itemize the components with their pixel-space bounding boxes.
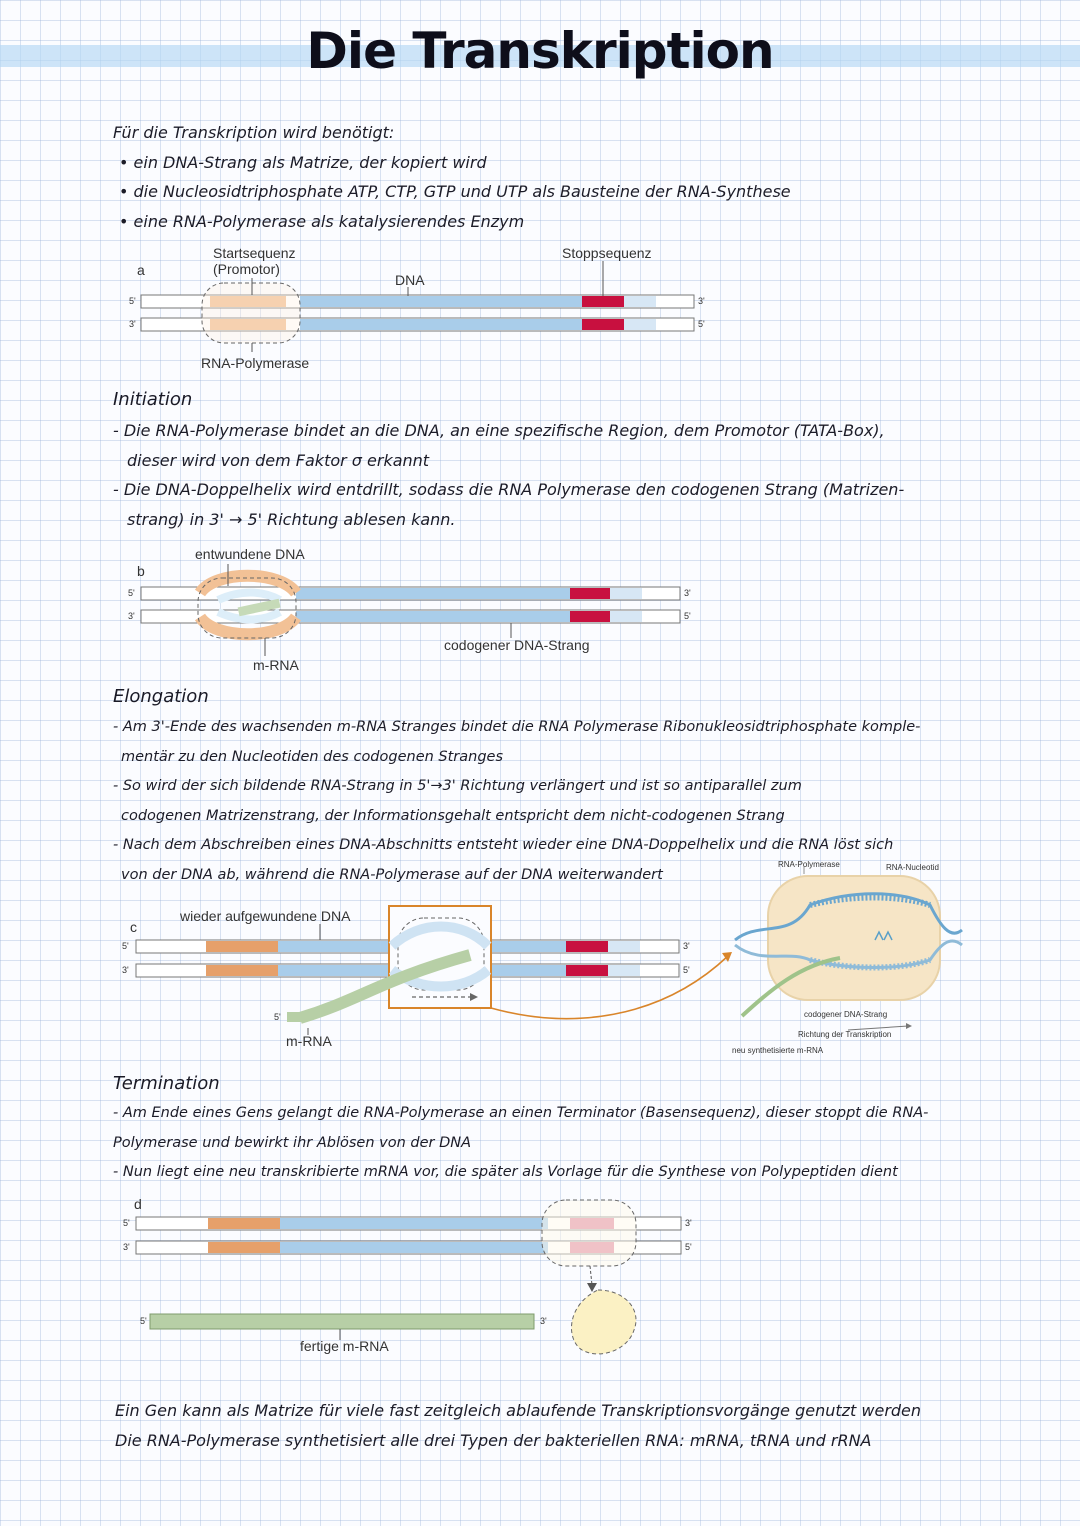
strand-end-label: 5' xyxy=(123,1218,130,1228)
detail-codogenic-label: codogener DNA-Strang xyxy=(804,1010,888,1019)
zoom-arrow xyxy=(491,956,728,1019)
text-line: codogenen Matrizenstrang, der Informationsgehalt entspricht dem nicht-codogenen Strang xyxy=(121,807,785,824)
text-line: von der DNA ab, während die RNA-Polymerase auf der DNA weiterwandert xyxy=(121,866,663,883)
intro-section xyxy=(113,118,791,236)
termination-text xyxy=(113,1099,928,1188)
promoter-label: (Promotor) xyxy=(213,261,280,277)
mrna-label: m-RNA xyxy=(253,657,299,673)
released-polymerase xyxy=(571,1290,635,1354)
promoter-region xyxy=(210,296,286,307)
dna-strand-top xyxy=(141,295,694,308)
mrna-segment xyxy=(238,599,281,617)
strand-end-label: 5' xyxy=(129,296,136,306)
strand-end-label: 5' xyxy=(685,1242,692,1252)
text-line: Polymerase und bewirkt ihr Ablösen von der DNA xyxy=(113,1134,472,1151)
detail-polymerase-label: RNA-Polymerase xyxy=(778,860,840,869)
final-mrna-strand xyxy=(150,1314,534,1329)
stop-sequence-label: Stoppsequenz xyxy=(562,245,652,261)
text-line: mentär zu den Nucleotiden des codogenen Stranges xyxy=(121,748,504,765)
strand-end-label: 3' xyxy=(683,941,690,951)
start-sequence-label: Startsequenz xyxy=(213,245,296,261)
detail-direction-label: Richtung der Transkription xyxy=(798,1030,892,1039)
initiation-heading: Initiation xyxy=(113,389,193,410)
dna-gene-region xyxy=(300,296,582,307)
unwound-dna-label: entwundene DNA xyxy=(195,546,305,562)
termination-heading: Termination xyxy=(113,1073,220,1094)
rewound-dna-label: wieder aufgewundene DNA xyxy=(180,908,351,924)
text-line: - Am Ende eines Gens gelangt die RNA-Polymerase an einen Terminator (Basensequenz), dieser stoppt die RNA- xyxy=(113,1105,929,1121)
codogenic-strand-label: codogener DNA-Strang xyxy=(444,637,590,653)
rna-polymerase-detail xyxy=(768,876,940,1000)
figure-letter: a xyxy=(137,262,145,278)
detail-box xyxy=(389,906,491,1008)
text-line: Ein Gen kann als Matrize für viele fast zeitgleich ablaufende Transkriptionsvorgänge genutzt werden xyxy=(115,1401,922,1420)
text-line: dieser wird von dem Faktor σ erkannt xyxy=(127,450,430,470)
new-mrna-detail xyxy=(742,958,840,1016)
strand-end-label: 5' xyxy=(698,319,705,329)
dna-strand-bottom xyxy=(141,318,694,331)
rna-polymerase-outline xyxy=(198,578,296,638)
detail-new-mrna-label: neu synthetisierte m-RNA xyxy=(732,1046,824,1055)
detail-nucleotide-label: RNA-Nucleotid xyxy=(886,863,939,872)
page-title: Die Transkription xyxy=(306,22,774,80)
mrna-label: m-RNA xyxy=(286,1033,332,1049)
text-line: - Am 3'-Ende des wachsenden m-RNA Stranges bindet die RNA Polymerase Ribonukleosidtriphosphate komple- xyxy=(113,719,921,735)
text-line: - Nun liegt eine neu transkribierte mRNA vor, die später als Vorlage für die Synthese von Polypeptiden dient xyxy=(113,1164,898,1180)
mrna-strand xyxy=(300,955,470,1018)
text-line: - Nach dem Abschreiben eines DNA-Abschnitts entsteht wieder eine DNA-Doppelhelix und die RNA löst sich xyxy=(113,837,894,853)
text-line: - Die DNA-Doppelhelix wird entdrillt, sodass die RNA Polymerase den codogenen Strang (Matrizen- xyxy=(113,480,905,499)
strand-end-label: 5' xyxy=(274,1012,281,1022)
elongation-heading: Elongation xyxy=(113,686,209,707)
figure-letter: b xyxy=(137,563,145,579)
text-line: Die RNA-Polymerase synthetisiert alle drei Typen der bakteriellen RNA: mRNA, tRNA und rRNA xyxy=(115,1430,872,1450)
closing-text xyxy=(115,1396,921,1455)
strand-end-label: 5' xyxy=(122,941,129,951)
intro-heading: Für die Transkription wird benötigt: xyxy=(113,123,395,142)
strand-end-label: 3' xyxy=(128,611,135,621)
strand-end-label: 3' xyxy=(540,1316,547,1326)
strand-end-label: 3' xyxy=(684,588,691,598)
figure-letter: d xyxy=(134,1196,142,1212)
strand-end-label: 3' xyxy=(122,965,129,975)
final-mrna-label: fertige m-RNA xyxy=(300,1338,389,1354)
intro-item: • die Nucleosidtriphosphate ATP, CTP, GTP und UTP als Bausteine der RNA-Synthese xyxy=(119,182,791,201)
initiation-text xyxy=(113,416,904,534)
strand-end-label: 3' xyxy=(698,296,705,306)
strand-end-label: 3' xyxy=(685,1218,692,1228)
strand-end-label: 5' xyxy=(684,611,691,621)
strand-end-label: 5' xyxy=(128,588,135,598)
figure-letter: c xyxy=(130,919,137,935)
text-line: - Die RNA-Polymerase bindet an die DNA, an eine spezifische Region, dem Promotor (TATA-Box), xyxy=(113,421,885,440)
strand-end-label: 3' xyxy=(129,319,136,329)
intro-item: • eine RNA-Polymerase als katalysierendes Enzym xyxy=(119,211,525,231)
strand-end-label: 3' xyxy=(123,1242,130,1252)
rna-polymerase-outline xyxy=(202,283,300,343)
stop-sequence xyxy=(582,296,624,307)
text-line: - So wird der sich bildende RNA-Strang in 5'→3' Richtung verlängert und ist so antiparallel zum xyxy=(113,778,802,794)
dna-label: DNA xyxy=(395,272,425,288)
rna-polymerase-label: RNA-Polymerase xyxy=(201,355,310,371)
strand-end-label: 5' xyxy=(683,965,690,975)
text-line: strang) in 3' → 5' Richtung ablesen kann. xyxy=(127,509,456,529)
strand-end-label: 5' xyxy=(140,1316,147,1326)
intro-item: • ein DNA-Strang als Matrize, der kopiert wird xyxy=(119,152,487,172)
